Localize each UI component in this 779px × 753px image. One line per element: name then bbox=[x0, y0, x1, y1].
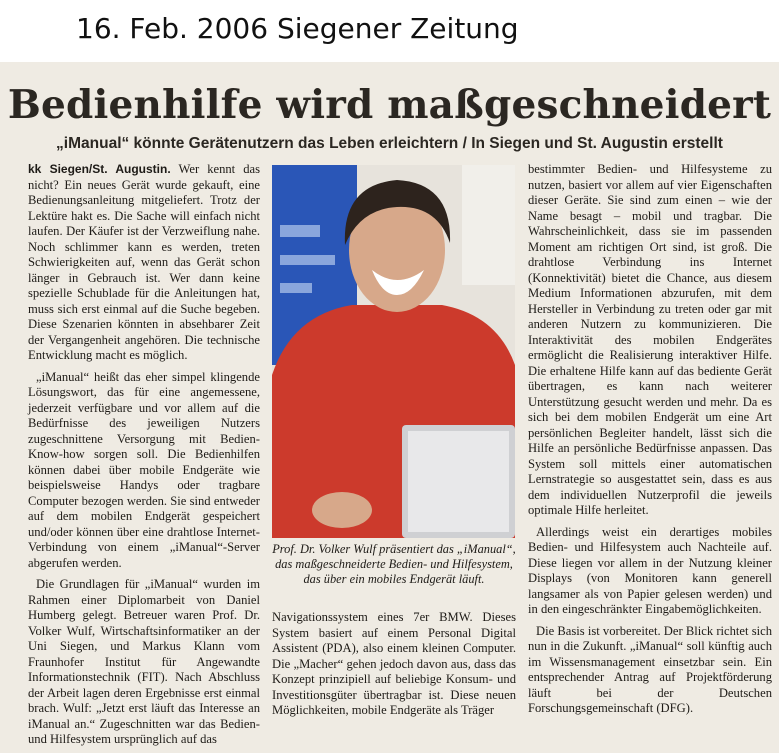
photo-caption: Prof. Dr. Volker Wulf präsentiert das „iManual“, das maßgeschneiderte Bedien- und Hilfesystem, das über ein mobiles Endgerät läuft. bbox=[272, 542, 516, 586]
paragraph: Die Grundlagen für „iManual“ wurden im Rahmen einer Diplomarbeit von Daniel Humberg gelegt. Betreuer waren Prof. Dr. Volker Wulf, Wirtschaftsinformatiker an der Uni Siegen, und Markus Klann vom Fraunhofer Institut für Angewandte Informationstechnik (FIT). Nach Abschluss der Arbeit lagen deren Ergebnisse erst einmal brach. Wulf: „Jetzt erst läuft das Interesse an iManual an.“ Zugeschnitten war das Bedien- und Hilfesystem ursprünglich auf das bbox=[28, 577, 260, 746]
paragraph: Allerdings weist ein derartiges mobiles Bedien- und Hilfesystem auch Nachteile auf. Diese liegen vor allem in der Nutzung kleiner Displays (von Monitoren kann generell langsamer als von Papier gelesen werden) und in den eingeschränkter Eingabemöglichkeiten. bbox=[528, 524, 772, 616]
newspaper-clipping bbox=[0, 62, 779, 753]
source-date-label: 16. Feb. 2006 Siegener Zeitung bbox=[76, 12, 519, 45]
portrait-photo bbox=[272, 165, 515, 538]
paragraph bbox=[28, 162, 260, 364]
article-column-3 bbox=[528, 162, 772, 723]
headline: Bedienhilfe wird maßgeschneidert bbox=[7, 82, 772, 128]
article-column-1 bbox=[28, 162, 260, 753]
portrait-illustration bbox=[272, 165, 515, 538]
paragraph: bestimmter Bedien- und Hilfesysteme zu nutzen, basiert vor allem auf vier Eigenschaften dieser Geräte. Sie sind zum einen – wie der Name besagt – mobil und tragbar. Die Wahrscheinlichkeit, dass sie im passenden Moment am richtigen Ort sind, ist groß. Die drahtlose Verbindung ins Internet (Konnektivität) bietet die Chance, aus diesem Medium Informationen abzurufen, mit dem Hersteller in Verbindung zu treten oder gar mit anderen Nutzern zu kommunizieren. Die Interaktivität des mobilen Endgerätes ermöglicht die Realisierung interaktiver Hilfe. Die erhaltene Hilfe kann auf das bediente Gerät übertragen, es kann nach weiterer Unterstützung gesucht werden und mehr. Da es sich bei dem mobilen Endgerät um eine Art persönlichen Begleiter handelt, lässt sich die Hilfe an persönliche Bedürfnisse anpassen. Das System soll mittels einer automatischen Lernstrategie so ausgestattet sein, dass es aus dem individuellen Nutzerprofil die jeweils optimale Hilfe herleitet. bbox=[528, 162, 772, 517]
paragraph-text: Wer kennt das nicht? Ein neues Gerät wurde gekauft, eine Bedienungsanleitung mitgeliefert. Trotz der Lektüre hakt es. Die Sache will einfach nicht laufen. Der Käufer ist der Verzweiflung nahe. Noch schlimmer kann es werden, treten Schwierigkeiten auf, wenn das Gerät schon länger in Gebrauch ist. Wer dann keine spezielle Schublade für die Anleitungen hat, muss sich erst einmal auf die Suche begeben. Diese Szenarien könnten in absehbarer Zeit der Vergangenheit angehören. Die technische Entwicklung macht es möglich. bbox=[28, 162, 260, 362]
subheadline: „iManual“ könnte Gerätenutzern das Leben erleichtern / In Siegen und St. Augustin erstellt bbox=[56, 135, 723, 152]
paragraph: Navigationssystem eines 7er BMW. Dieses System basiert auf einem Personal Digital Assistent (PDA), also einem kleinen Computer. Die „Macher“ gehen jedoch davon aus, dass das Konzept prinzipiell auf beliebige Konsum- und Investitionsgüter übertragbar ist. Diese neuen Möglichkeiten, mobile Endgeräte als Träger bbox=[272, 610, 516, 717]
paragraph: Die Basis ist vorbereitet. Der Blick richtet sich nun in die Zukunft. „iManual“ soll künftig auch im Wissensmanagement einsetzbar sein. Ein entsprechender Antrag auf Projektförderung läuft bei der Deutschen Forschungsgemeinschaft (DFG). bbox=[528, 623, 772, 715]
paragraph: „iManual“ heißt das eher simpel klingende Lösungswort, das für eine angemessene, jederzeit verfügbare und vor allem auf die Bedürfnisse des jeweiligen Nutzers zugeschnittene Versorgung mit Bedien-Know-how sorgen soll. Die Bedienhilfen können dabei über mobile Endgeräte wie beispielsweise Handys oder tragbare Computer bezogen werden. Sie sind entweder auf dem mobilen Endgerät gespeichert und/oder können über eine drahtlose Internet-Verbindung von einem „iManual“-Server abgerufen werden. bbox=[28, 369, 260, 570]
dateline: kk Siegen/St. Augustin. bbox=[28, 162, 171, 176]
article-column-2 bbox=[272, 610, 516, 725]
header-band bbox=[0, 0, 779, 62]
